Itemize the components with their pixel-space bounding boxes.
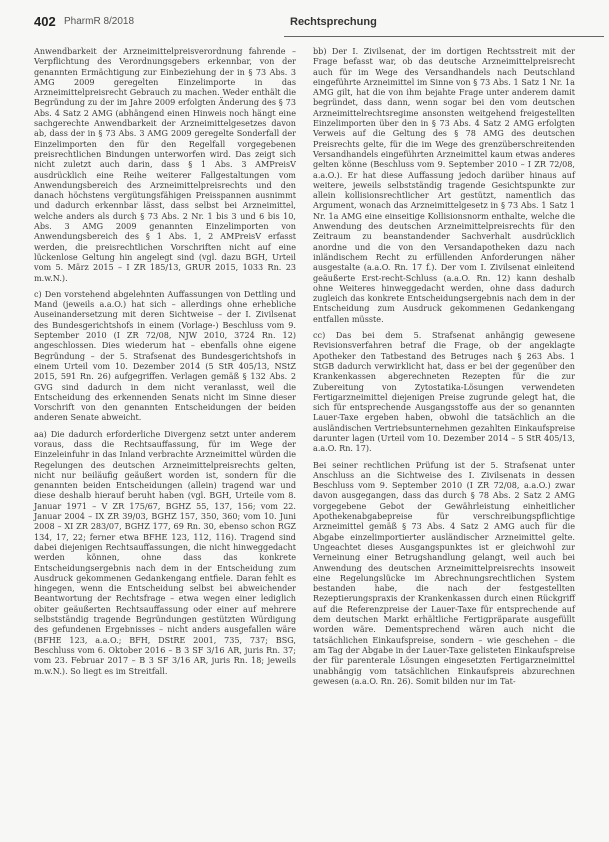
paragraph: Bei seiner rechtlichen Prüfung ist der 5. Strafsenat unter Anschluss an die Sichtweise des I. Zivilsenats in dessen Beschluss vom 9. September 2010 (I ZR 72/08, a.a.O.) zwar davon ausgegangen, dass das durch § 78 Abs. 2 Satz 2 AMG vorgegebene Gebot der Gewährleistung einheitlicher Apothekenabgabepreise für verschreibungspflichtige Arzneimittel gemäß § 73 Abs. 4 Satz 2 AMG auch für die Abgabe einzelimportierter ausländischer Arzneimittel gelte. Ungeachtet dieses Ausgangspunktes ist er gleichwohl zur Verneinung einer Betrugshandlung gelangt, weil auch bei Anwendung des deutschen Arzneimittelpreisrechts insoweit eine Regelungslücke im Abrechnungsrechtlichen System bestanden habe, die nach der festgestellten Rezeptierungspraxis der Krankenkassen durch einen Rückgriff auf die Referenzpreise der Lauer-Taxe für entsprechende auf dem deutschen Markt erhältliche Fertigpräparate ausgefüllt worden wäre. Dementsprechend wären auch nicht die tatsächlichen Einkaufspreise, sondern – wie geschehen – die am Tag der Abgabe in der Lauer-Taxe gelisteten Einkaufspreise der für parenterale Lösungen eingesetzten Fertigarzneimittel unabhängig vom tatsächlichen Einkaufspreis abzurechnen gewesen (a.a.O. Rn. 26). Somit bilden nur im Tat- <box>313 459 575 686</box>
paragraph: Anwendbarkeit der Arzneimittelpreisverordnung fahrende – Verpflichtung des Verordnungsgebers erkennbar, von der genannten Ermächtigung zur Einbeziehung der in § 73 Abs. 3 AMG 2009 geregelten Einzelimporte in das Arzneimittelpreisrecht Gebrauch zu machen. Weder enthält die Begründung zu der im Jahre 2009 erfolgten Änderung des § 73 Abs. 4 Satz 2 AMG (abhängend einen Hinweis noch hängt eine sachgerechte Anwendbarkeit der Arzneimittelgesetzes davon ab, dass der in § 73 Abs. 3 AMG 2009 geregelte Sonderfall der Einzelimporten den für den Regelfall vorgegebenen preisrechtlichen Bindungen unterworfen wird. Das zeigt sich nicht zuletzt auch darin, dass § 1 Abs. 3 AMPreisV ausdrücklich eine Reihe weiterer Fallgestaltungen vom Anwendungsbereich des Arzneimittelpreisrechts und den danach höchstens vergütungsfähigen Preisspannen ausnimmt und dadurch erkennbar lässt, dass selbst bei Arzneimittel, welche anders als durch § 73 Abs. 2 Nr. 1 bis 3 und 6 bis 10, Abs. 3 AMG 2009 genannten Einzelimporten von Anwendungsbereich des § 1 Abs. 1, 2 AMPreisV erfasst werden, die preisrechtlichen Vorschriften nicht auf eine lückenlose Geltung hin angelegt sind (vgl. dazu BGH, Urteil vom 5. März 2015 – I ZR 185/13, GRUR 2015, 1033 Rn. 23 m.w.N.). <box>34 46 296 283</box>
header-rule <box>284 36 604 37</box>
section-title: Rechtsprechung <box>290 16 377 28</box>
paragraph: bb) Der I. Zivilsenat, der im dortigen Rechtsstreit mit der Frage befasst war, ob das deutsche Arzneimittelpreisrecht auch für im Wege des Versandhandels nach Deutschland eingeführte Arzneimittel im Sinne von § 73 Abs. 1 Satz 1 Nr. 1a AMG gilt, hat die von ihm bejahte Frage unter anderem damit begründet, dass dann, wenn sogar bei den vom deutschen Arzneimittelrechtsregime ansonsten weitgehend freigestellten Einzelimporten über den in § 73 Abs. 4 Satz 2 AMG erfolgten Verweis auf die Geltung des § 78 AMG des deutschen Preisrechts gelte, für die im Wege des grenzüberschreitenden Versandhandels eingeführten Arzneimittel kaum etwas anderes gelten könne (Beschluss vom 9. September 2010 – I ZR 72/08, a.a.O.). Er hat diese Auffassung jedoch darüber hinaus auf weitere, jeweils selbstständig tragende Gesichtspunkte zur allein kollisionsrechtlicher Art gestützt, namentlich das Argument, wonach das Arzneimittelgesetz in § 73 Abs. 1 Satz 1 Nr. 1a AMG eine einseitige Kollisionsnorm enthalte, welche die Anwendung des deutschen Arzneimittelpreisrechts für den Zeitraum zu beanstandender Sachverhalt ausdrücklich anordne und die von den Versandapotheken dazu nach inländischem Recht zu erfüllenden Anforderungen näher ausgestalte (a.a.O. Rn. 17 f.). Der vom I. Zivilsenat einleitend geäußerte Erst-recht-Schluss (a.a.O. Rn. 12) kann deshalb ohne Weiteres hinweggedacht werden, ohne dass dadurch zugleich das konkrete Entscheidungsergebnis nach dem in der Entscheidung zum Ausdruck gekommenen Gedankengang entfallen müsste. <box>313 46 575 324</box>
page-number: 402 <box>34 14 56 29</box>
page-header <box>34 14 574 36</box>
journal-reference: PharmR 8/2018 <box>64 16 135 27</box>
paragraph: aa) Die dadurch erforderliche Divergenz setzt unter anderem voraus, dass die Rechtsauffassung, für im Wege der Einzeleinfuhr in das Inland verbrachte Arzneimittel würden die Regelungen des deutschen Arzneimittelpreisrechts gelten, nicht nur beiläufig geäußert worden ist, sondern für die genannten beiden Entscheidungen (allein) tragend war und diese deshalb hierauf beruht haben (vgl. BGH, Urteile vom 8. Januar 1971 – V ZR 175/67, BGHZ 55, 137, 156; vom 22. Januar 2004 – IX ZR 39/03, BGHZ 157, 350, 360; vom 10. Juni 2008 – XI ZR 283/07, BGHZ 177, 69 Rn. 30, ebenso schon RGZ 134, 17, 22; ferner etwa BFHE 123, 112, 116). Tragend sind dabei diejenigen Rechtsauffassungen, die nicht hinweggedacht werden können, ohne dass das konkrete Entscheidungsergebnis nach dem in der Entscheidung zum Ausdruck gekommenen Gedankengang entfiele. Daran fehlt es hingegen, wenn die Entscheidung selbst bei abweichender Beantwortung der Rechtsfrage – etwa wegen einer lediglich obiter geäußerten Rechtsauffassung oder einer auf mehrere selbstständig tragende Begründungen gestützten Würdigung des gefundenen Ergebnisses – nicht anders ausgefallen wäre (BFHE 123, a.a.O.; BFH, DStRE 2001, 735, 737; BSG, Beschluss vom 6. Oktober 2016 – B 3 SF 3/16 AR, juris Rn. 37; vom 23. Februar 2017 – B 3 SF 3/16 AR, juris Rn. 18; jeweils m.w.N.). So liegt es im Streitfall. <box>34 428 296 676</box>
paragraph: c) Den vorstehend abgelehnten Auffassungen von Dettling und Mand (jeweils a.a.O.) hat sich – allerdings ohne erhebliche Auseinandersetzung mit deren Sichtweise – der I. Zivilsenat des Bundesgerichtshofs in einem (Vorlage-) Beschluss vom 9. September 2010 (I ZR 72/08, NJW 2010, 3724 Rn. 12) angeschlossen. Dies wiederum hat – ebenfalls ohne eigene Begründung – der 5. Strafsenat des Bundesgerichtshofs in einem Urteil vom 10. Dezember 2014 (5 StR 405/13, NStZ 2015, 591 Rn. 26) aufgegriffen. Verlagen gemäß § 132 Abs. 2 GVG sind dadurch in dem nicht veranlasst, weil die Entscheidung des erkennenden Senats nicht im Sinne dieser Vorschrift von den genannten Entscheidungen der beiden anderen Senate abweicht. <box>34 288 296 423</box>
paragraph: cc) Das bei dem 5. Strafsenat anhängig gewesene Revisionsverfahren betraf die Frage, ob der angeklagte Apotheker den Tatbestand des Betruges nach § 263 Abs. 1 StGB dadurch verwirklicht hat, dass er bei der gegenüber den Krankenkassen abgerechneten Rezepten für die zur Zubereitung von Zytostatika-Lösungen verwendeten Fertigarzneimittel diejenigen Preise zugrunde gelegt hat, die sich für entsprechende Ausgangsstoffe aus der so genannten Lauer-Taxe ergeben haben, obwohl die tatsächlich an die ausländischen Vertriebsunternehmen gezahlten Einkaufspreise darunter lagen (Urteil vom 10. Dezember 2014 – 5 StR 405/13, a.a.O. Rn. 17). <box>313 330 575 454</box>
right-column <box>313 46 575 692</box>
left-column <box>34 46 296 682</box>
